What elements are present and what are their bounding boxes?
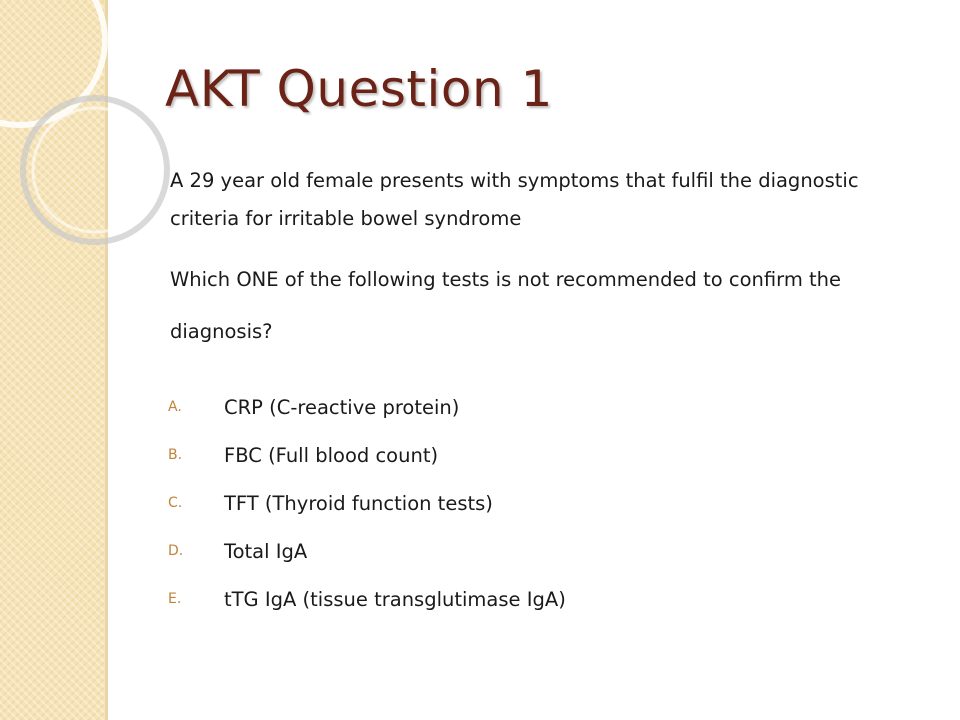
option-letter: A. <box>168 399 182 415</box>
answer-option-c[interactable] <box>168 479 566 527</box>
decorative-ring-large <box>0 0 105 125</box>
answer-option-a[interactable] <box>168 383 566 431</box>
answer-option-e[interactable] <box>168 575 566 623</box>
answer-option-b[interactable] <box>168 431 566 479</box>
option-letter: E. <box>168 591 182 607</box>
question-prompt: Which ONE of the following tests is not recommended to confirm the diagnosis? <box>170 268 842 343</box>
option-letter: C. <box>168 495 183 511</box>
option-text: CRP (C-reactive protein) <box>224 395 460 419</box>
option-text: tTG IgA (tissue transglutimase IgA) <box>224 587 566 611</box>
option-text: FBC (Full blood count) <box>224 443 439 467</box>
slide-title: AKT Question 1 <box>165 60 553 118</box>
decorative-ring-small-inner <box>33 108 157 232</box>
option-letter: B. <box>168 447 183 463</box>
answer-option-d[interactable] <box>168 527 566 575</box>
option-text: Total IgA <box>224 539 308 563</box>
question-intro: A 29 year old female presents with symptoms that fulfil the diagnostic criteria for irritable bowel syndrome <box>170 169 859 230</box>
decorative-ring-small <box>23 98 167 242</box>
answer-options <box>168 383 566 623</box>
option-letter: D. <box>168 543 184 559</box>
option-text: TFT (Thyroid function tests) <box>224 491 493 515</box>
